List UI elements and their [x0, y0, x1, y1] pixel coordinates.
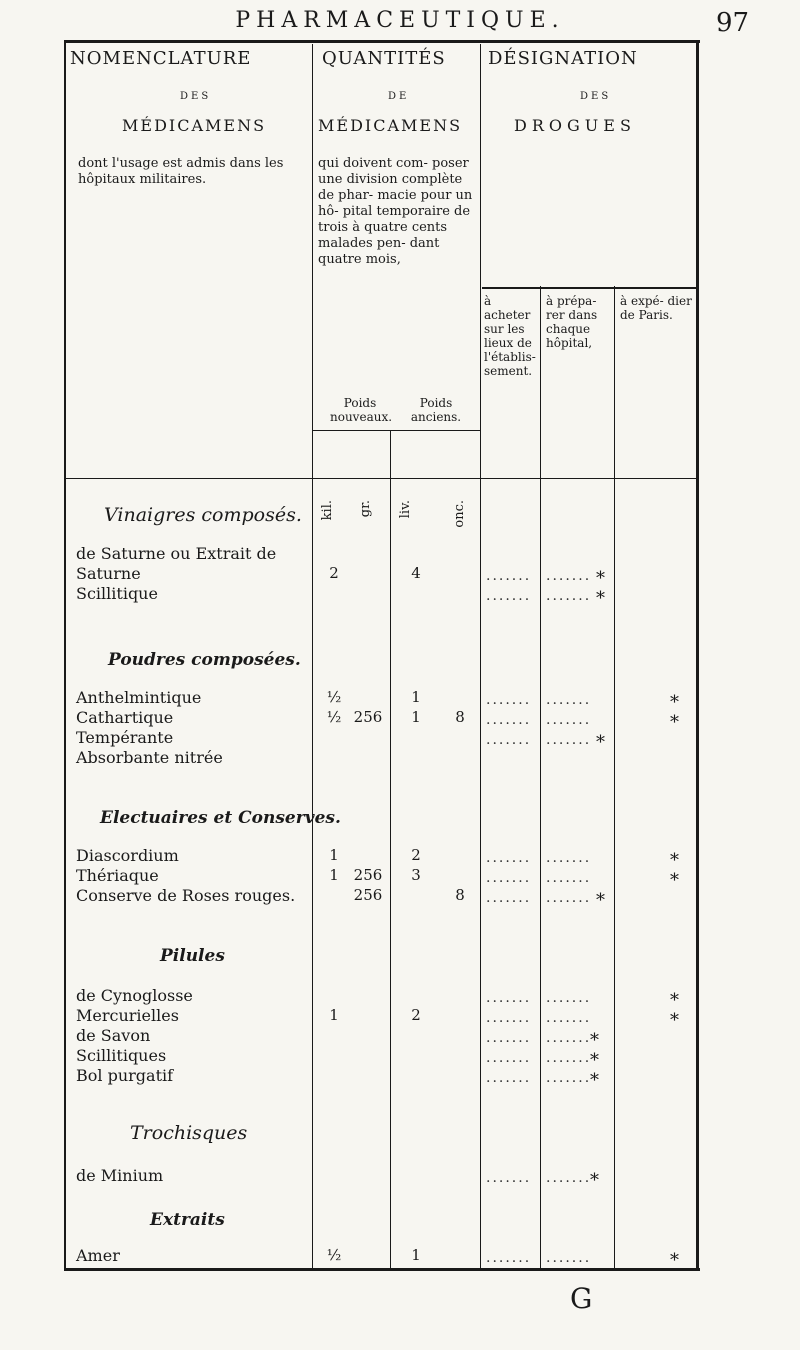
section-title: Vinaigres composés.	[104, 504, 302, 526]
leader-dots: .......	[486, 568, 532, 584]
asterisk-mark: *	[590, 1030, 599, 1051]
leader-dots: .......	[486, 850, 532, 866]
item-kil: 2	[329, 564, 339, 582]
leader-dots: .......	[546, 870, 592, 886]
leader-dots: .......	[486, 732, 532, 748]
asterisk-mark: *	[596, 588, 605, 609]
right-border	[696, 40, 699, 1270]
leader-dots: .......	[486, 692, 532, 708]
item-liv: 3	[411, 866, 421, 884]
running-head: PHARMACEUTIQUE.	[235, 8, 565, 33]
asterisk-mark: *	[596, 890, 605, 911]
leader-dots: .......	[546, 990, 592, 1006]
nomenclature-desc: dont l'usage est admis dans les hôpitaux militaires.	[78, 156, 284, 187]
leader-dots: .......	[486, 1050, 532, 1066]
divider-4	[614, 286, 615, 1268]
leader-dots: .......	[546, 692, 592, 708]
weights-rule	[312, 430, 480, 431]
asterisk-mark: *	[670, 692, 679, 713]
quantites-des: DE	[388, 91, 410, 102]
unit-onc: onc.	[452, 500, 467, 528]
divider-weights	[390, 430, 391, 1268]
designation-col3: à expé- dier de Paris.	[620, 294, 692, 322]
item-kil: ½	[326, 688, 342, 706]
asterisk-mark: *	[670, 1250, 679, 1271]
item-name: Conserve de Roses rouges.	[76, 886, 296, 905]
leader-dots: .......	[546, 890, 592, 906]
asterisk-mark: *	[670, 712, 679, 733]
quantites-desc: qui doivent com- poser une division complète de phar- macie pour un hô- pital temporaire de trois à quatre cents malades pen- dant quatre mois,	[318, 156, 473, 267]
nomenclature-title: NOMENCLATURE	[70, 48, 252, 69]
asterisk-mark: *	[596, 568, 605, 589]
leader-dots: .......	[486, 1070, 532, 1086]
designation-col2: à prépa- rer dans chaque hôpital,	[546, 294, 598, 350]
item-name: de Minium	[76, 1166, 164, 1185]
bottom-rule	[64, 1268, 700, 1271]
quantites-title: QUANTITÉS	[322, 48, 446, 69]
item-name: Anthelmintique	[76, 688, 202, 707]
leader-dots: .......	[546, 1070, 592, 1086]
item-kil: ½	[326, 708, 342, 726]
header-bottom-rule	[64, 478, 698, 479]
leader-dots: .......	[486, 712, 532, 728]
item-name: Mercurielles	[76, 1006, 179, 1025]
item-name: de Saturne ou Extrait de Saturne	[76, 544, 277, 583]
item-name: Scillitique	[76, 584, 158, 603]
leader-dots: .......	[546, 588, 592, 604]
leader-dots: .......	[486, 1170, 532, 1186]
item-name: Thériaque	[76, 866, 159, 885]
quantites-sub: MÉDICAMENS	[318, 116, 463, 135]
item-kil: 1	[329, 866, 339, 884]
section-title: Poudres composées.	[108, 650, 301, 670]
item-name: Scillitiques	[76, 1046, 167, 1065]
section-title: Pilules	[160, 946, 225, 966]
asterisk-mark: *	[590, 1170, 599, 1191]
leader-dots: .......	[546, 568, 592, 584]
item-name: de Savon	[76, 1026, 151, 1045]
divider-1	[312, 44, 313, 1268]
leader-dots: .......	[486, 1010, 532, 1026]
top-rule	[64, 40, 700, 43]
divider-3	[540, 286, 541, 1268]
item-liv: 1	[411, 688, 421, 706]
item-onc: 8	[455, 886, 465, 904]
leader-dots: .......	[486, 870, 532, 886]
leader-dots: .......	[486, 1250, 532, 1266]
item-liv: 2	[411, 846, 421, 864]
asterisk-mark: *	[670, 870, 679, 891]
poids-anciens: Poids anciens.	[410, 396, 462, 424]
signature-mark: G	[570, 1282, 593, 1315]
item-name: Absorbante nitrée	[76, 748, 223, 767]
item-kil: 1	[329, 846, 339, 864]
item-gr: 256	[353, 866, 383, 884]
item-name: Tempérante	[76, 728, 174, 747]
designation-col1: à acheter sur les lieux de l'établis- sement.	[484, 294, 536, 378]
designation-title: DÉSIGNATION	[488, 48, 638, 69]
item-name: Bol purgatif	[76, 1066, 174, 1085]
item-kil: 1	[329, 1006, 339, 1024]
asterisk-mark: *	[590, 1050, 599, 1071]
leader-dots: .......	[486, 890, 532, 906]
page-number: 97	[716, 8, 750, 38]
item-liv: 1	[411, 708, 421, 726]
section-title: Extraits	[150, 1210, 225, 1230]
item-liv: 2	[411, 1006, 421, 1024]
nomenclature-sub: MÉDICAMENS	[122, 116, 267, 135]
section-title: Electuaires et Conserves.	[100, 808, 341, 828]
item-liv: 4	[411, 564, 421, 582]
leader-dots: .......	[486, 1030, 532, 1046]
item-name: de Cynoglosse	[76, 986, 193, 1005]
asterisk-mark: *	[670, 850, 679, 871]
asterisk-mark: *	[670, 1010, 679, 1031]
nomenclature-des: DES	[180, 91, 212, 102]
leader-dots: .......	[546, 1050, 592, 1066]
section-title: Trochisques	[130, 1122, 248, 1144]
poids-nouveaux: Poids nouveaux.	[330, 396, 393, 424]
designation-des: DES	[580, 91, 612, 102]
leader-dots: .......	[486, 588, 532, 604]
unit-gr: gr.	[358, 500, 373, 518]
item-gr: 256	[353, 886, 383, 904]
asterisk-mark: *	[596, 732, 605, 753]
leader-dots: .......	[546, 850, 592, 866]
leader-dots: .......	[546, 1170, 592, 1186]
item-liv: 1	[411, 1246, 421, 1264]
divider-2	[480, 44, 481, 1268]
unit-kil: kil.	[320, 500, 335, 521]
designation-rule	[482, 287, 696, 289]
item-gr: 256	[353, 708, 383, 726]
item-kil: ½	[326, 1246, 342, 1264]
leader-dots: .......	[546, 712, 592, 728]
leader-dots: .......	[486, 990, 532, 1006]
leader-dots: .......	[546, 1030, 592, 1046]
designation-sub: DROGUES	[514, 116, 636, 135]
item-name: Cathartique	[76, 708, 174, 727]
leader-dots: .......	[546, 1010, 592, 1026]
item-name: Diascordium	[76, 846, 179, 865]
unit-liv: liv.	[398, 500, 413, 519]
asterisk-mark: *	[590, 1070, 599, 1091]
leader-dots: .......	[546, 1250, 592, 1266]
leader-dots: .......	[546, 732, 592, 748]
left-border	[64, 40, 66, 1270]
item-onc: 8	[455, 708, 465, 726]
item-name: Amer	[76, 1246, 120, 1265]
asterisk-mark: *	[670, 990, 679, 1011]
